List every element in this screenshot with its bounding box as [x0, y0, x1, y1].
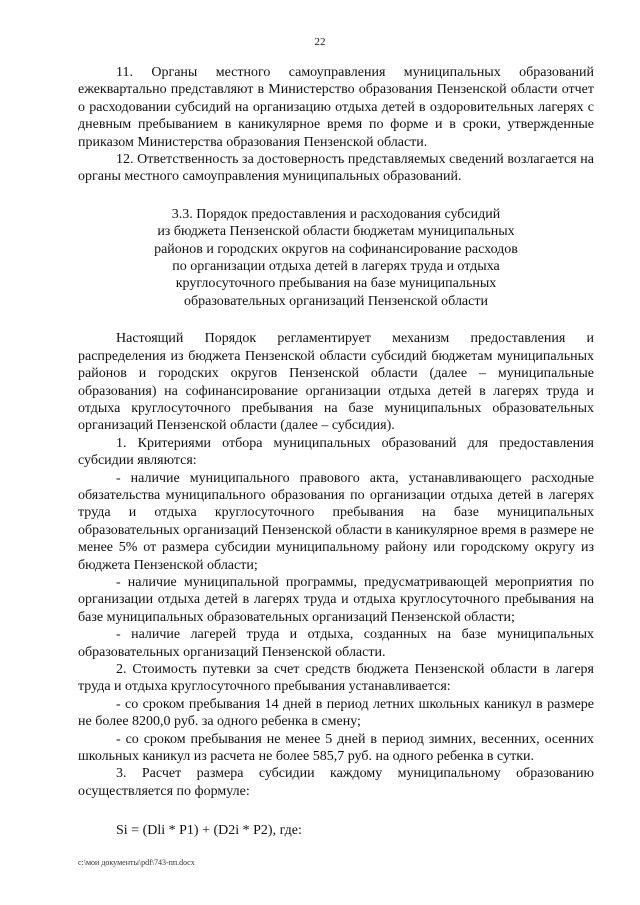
- formula: Si = (Dli * P1) + (D2i * P2), где:: [116, 823, 302, 839]
- criteria-item: - наличие лагерей труда и отдыха, созданных на базе муниципальных образовательных организаций Пензенской области.: [78, 627, 594, 660]
- cost-item: - со сроком пребывания 14 дней в период летних школьных каникул в размере не более 8200,0 руб. за одного ребенка в смену;: [78, 696, 594, 730]
- paragraph-11: 11. Органы местного самоуправления муниципальных образований ежеквартально представляют в Министерство образования Пензенской области отчет о расходовании субсидий на организацию отдыха детей в оздоровительных лагерях с дневным пребыванием в каникулярное время по форме и в сроки, утвержденные приказом Министерства образования Пензенской области.: [78, 65, 594, 150]
- heading-line: из бюджета Пензенской области бюджетам муниципальных: [157, 224, 515, 240]
- document-body: [78, 64, 594, 840]
- heading-line: районов и городских округов на софинансирование расходов: [154, 241, 518, 257]
- footer-file-path: c:\мои документы\pdf\743-пп.docx: [78, 858, 195, 867]
- heading-line: по организации отдыха детей в лагерях труда и отдыха: [172, 259, 500, 275]
- heading-line: образовательных организаций Пензенской области: [184, 293, 488, 309]
- criteria-paragraph: 1. Критериями отбора муниципальных образований для предоставления субсидии являются:: [78, 435, 594, 469]
- heading-line: 3.3. Порядок предоставления и расходования субсидий: [171, 206, 501, 222]
- cost-item: - со сроком пребывания не менее 5 дней в период зимних, весенних, осенних школьных каникул из расчета не более 585,7 руб. на одного ребенка в сутки.: [78, 731, 594, 765]
- criteria-item: - наличие муниципального правового акта, устанавливающего расходные обязательства муниципального образования по организации отдыха детей в лагерях труда и отдыха круглосуточного пребывания на базе муниципальных образовательных организаций Пензенской области в каникулярное время в размере не менее 5% от размера субсидии муниципальному району или городскому округу из бюджета Пензенской области;: [78, 470, 594, 573]
- intro-paragraph: Настоящий Порядок регламентирует механизм предоставления и распределения из бюджета Пензенской области субсидий бюджетам муниципальных районов и городских округов Пензенской области (далее – муниципальные образования) на софинансирование организации отдыха детей в лагерях труда и отдыха круглосуточного пребывания на базе муниципальных образовательных организаций Пензенской области (далее – субсидия).: [78, 331, 594, 434]
- paragraph-12: 12. Ответственность за достоверность представляемых сведений возлагается на органы местного самоуправления муниципальных образований.: [78, 152, 594, 185]
- criteria-item: - наличие муниципальной программы, предусматривающей мероприятия по организации отдыха детей в лагерях труда и отдыха круглосуточного пребывания на базе муниципальных образовательных организаций Пензенской области;: [78, 574, 594, 625]
- section-heading: [78, 206, 594, 310]
- heading-line: круглосуточного пребывания на базе муниципальных: [175, 276, 497, 292]
- page-number: 22: [314, 36, 326, 48]
- calculation-paragraph: 3. Расчет размера субсидии каждому муниципальному образованию осуществляется по формуле:: [78, 766, 594, 799]
- cost-paragraph: 2. Стоимость путевки за счет средств бюджета Пензенской области в лагеря труда и отдыха круглосуточного пребывания устанавливается:: [78, 662, 594, 695]
